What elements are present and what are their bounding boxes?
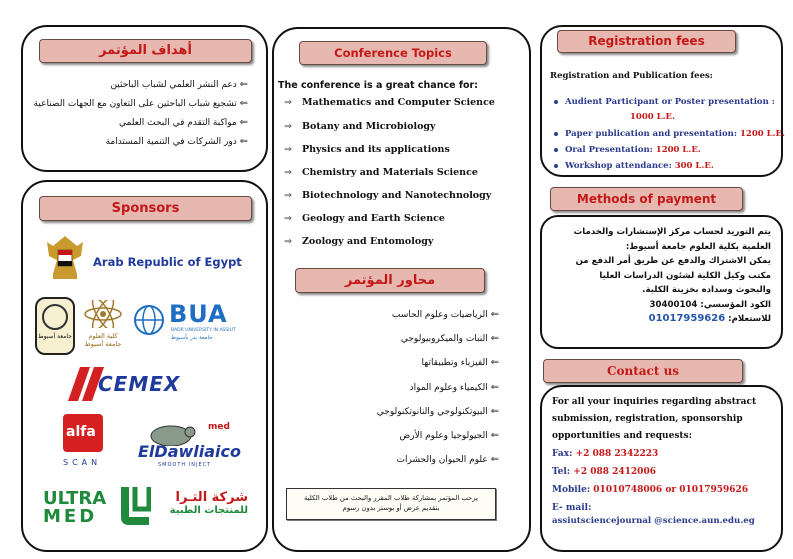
globe-icon (133, 304, 165, 336)
dawlia-logo: med ElDawliaico SMOOTH INJECT (138, 422, 241, 468)
arrow-icon: ⇐ (239, 79, 248, 90)
arrow-icon: ⇐ (490, 309, 499, 320)
list-item: ⇐ الرياضيات وعلوم الحاسب (391, 309, 499, 320)
list-item: ⇐ الفيزياء وتطبيقاتها (421, 357, 499, 368)
arrow-icon: ⇐ (490, 333, 499, 344)
sponsors-title: Sponsors (39, 196, 252, 221)
egypt-label: Arab Republic of Egypt (93, 255, 242, 269)
list-item: ⇒ Geology and Earth Science (284, 213, 445, 224)
bullet-icon (554, 164, 558, 168)
goals-title: أهداف المؤتمر (39, 39, 252, 63)
list-item: ⇐ الكيمياء وعلوم المواد (409, 382, 499, 393)
fees-title: Registration fees (557, 30, 736, 53)
bua-logo: BUA BADR UNIVERSITY IN ASSIUT جامعة بدر بأسيوط (133, 302, 241, 344)
ultra-med-logo: ULTRA MED (43, 488, 107, 527)
fees-panel (540, 25, 783, 177)
email-link[interactable]: assiutsciencejournal @science.aun.edu.eg (552, 516, 755, 526)
institution-code: الكود المؤسسي: 30400104 (649, 299, 771, 310)
sponsors-panel (21, 180, 268, 552)
email-label: E- mail: (552, 503, 592, 513)
bullet-icon (554, 132, 558, 136)
arrow-icon: ⇒ (284, 97, 292, 108)
bullet-icon (554, 148, 558, 152)
topics-title: Conference Topics (299, 41, 487, 65)
assiut-seal-logo: جامعة أسيوط (35, 297, 75, 355)
fax-line: Fax: +2 088 2342223 (552, 449, 659, 459)
arrow-icon: ⇐ (490, 382, 499, 393)
arrow-icon: ⇐ (239, 136, 248, 147)
list-item: ⇒ Mathematics and Computer Science (284, 97, 495, 108)
list-item: Paper publication and presentation: 1200 L.E. (554, 129, 785, 139)
topics-panel (272, 27, 531, 552)
ultra-arch-icon (119, 487, 151, 527)
atom-icon (81, 300, 125, 328)
arrow-icon: ⇒ (284, 121, 292, 132)
arrow-icon: ⇒ (284, 167, 292, 178)
list-item: 1000 L.E. (630, 112, 675, 122)
list-item: ⇒ Botany and Microbiology (284, 121, 436, 132)
arrow-icon: ⇐ (239, 117, 248, 128)
cemex-logo: CEMEX (68, 367, 198, 405)
list-item: ⇒ Chemistry and Materials Science (284, 167, 478, 178)
alfa-scan-logo: alfa SCAN (63, 414, 113, 474)
arrow-icon: ⇒ (284, 213, 292, 224)
list-item: Audient Participant or Poster presentation : (554, 97, 775, 107)
goals-panel (21, 25, 268, 172)
list-item: ⇒ Physics and its applications (284, 144, 450, 155)
contact-intro-1: For all your inquiries regarding abstract (552, 397, 757, 407)
list-item: ⇐ تشجيع شباب الباحثين على التعاون مع الجهات الصناعية (33, 98, 248, 109)
arrow-icon: ⇐ (490, 406, 499, 417)
contact-intro-2: submission, registration, sponsorship (552, 414, 743, 424)
list-item: ⇐ دور الشركات في التنمية المستدامة (105, 136, 248, 147)
egypt-eagle-logo (43, 234, 87, 282)
arrow-icon: ⇐ (239, 98, 248, 109)
fees-intro: Registration and Publication fees: (550, 71, 713, 81)
payment-text: يتم التوريد لحساب مركز الإستشارات والخدمات العلمية بكلية العلوم جامعة أسيوط: يمكن الاشتراك والدفع عن طريق أمر الدفع من مكتب وكيل الكلية لشئون الدراسات العليا والبحوث وسداده بخزينة الكلية. الكود المؤسسي: 30400104 للاستعلام: 01017959626 (546, 225, 771, 327)
inquiry-phone: للاستعلام: 01017959626 (648, 313, 771, 324)
arrow-icon: ⇒ (284, 144, 292, 155)
goals-list (33, 79, 248, 159)
arrow-icon: ⇐ (490, 357, 499, 368)
list-item: Workshop attendance: 300 L.E. (554, 161, 714, 171)
faculty-science-logo: كلية العلوم جامعة أسيوط (81, 300, 125, 350)
student-note: يرحب المؤتمر بمشاركة طلاب المقرر والبحث من طلاب الكلية بتقديم عرض أو بوستر بدون رسوم (286, 488, 496, 520)
contact-title: Contact us (543, 359, 743, 383)
contact-intro-3: opportunities and requests: (552, 431, 692, 441)
axes-title: محاور المؤتمر (295, 268, 485, 293)
payment-panel (540, 215, 783, 349)
list-item: ⇒ Biotechnology and Nanotechnology (284, 190, 492, 201)
arrow-icon: ⇐ (490, 430, 499, 441)
list-item: ⇐ البيوتكنولوجي والنانوتكنولوجي (376, 406, 499, 417)
contact-panel (540, 385, 783, 552)
axes-list (289, 309, 499, 499)
mobile-line: Mobile: 01010748006 or 01017959626 (552, 485, 749, 495)
list-item: ⇐ الجيولوجيا وعلوم الأرض (399, 430, 499, 441)
list-item: Oral Presentation: 1200 L.E. (554, 145, 701, 155)
arrow-icon: ⇐ (490, 454, 499, 465)
arrow-icon: ⇒ (284, 236, 292, 247)
list-item: ⇐ النبات والميكروبيولوجي (400, 333, 499, 344)
topics-intro: The conference is a great chance for: (278, 80, 478, 91)
list-item: ⇐ مواكبة التقدم في البحث العلمي (119, 117, 248, 128)
arrow-icon: ⇒ (284, 190, 292, 201)
list-item: ⇐ علوم الحيوان والحشرات (396, 454, 499, 465)
list-item: ⇐ دعم النشر العلمي لشباب الباحثين (110, 79, 248, 90)
payment-title: Methods of payment (550, 187, 743, 211)
altra-arabic-logo: شركة التـرا للمنتجات الطبية (169, 490, 248, 516)
bullet-icon (554, 100, 558, 104)
list-item: ⇒ Zoology and Entomology (284, 236, 434, 247)
tel-line: Tel: +2 088 2412006 (552, 467, 656, 477)
